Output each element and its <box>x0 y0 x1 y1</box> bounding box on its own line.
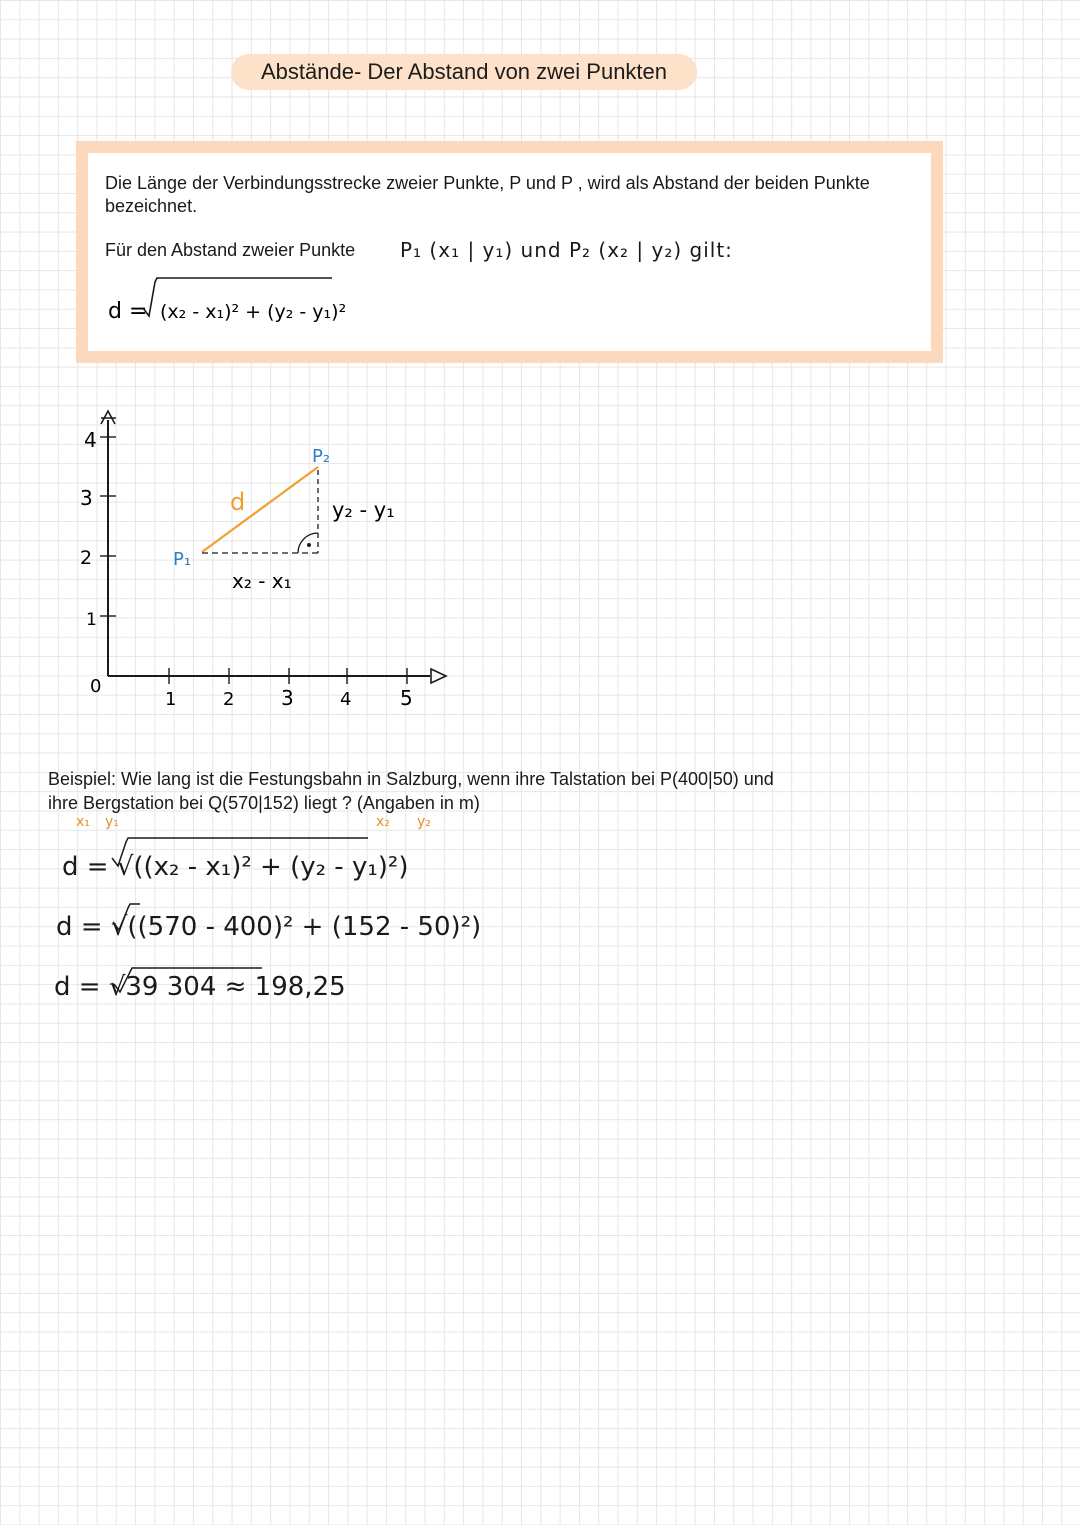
y-tick-label: 1 <box>86 610 97 630</box>
p2-label: P₂ <box>312 446 331 467</box>
origin-label: 0 <box>90 676 102 697</box>
formula-d: d = <box>108 299 148 324</box>
example-text: Beispiel: Wie lang ist die Festungsbahn in Salzburg, wenn ihre Talstation bei P(400|50) und ihre Bergstation bei Q(570|152) liegt ? (Angaben in m) <box>48 769 774 813</box>
mark-y1: y₁ <box>105 814 119 830</box>
x-tick-label: 3 <box>281 686 294 710</box>
mark-y2: y₂ <box>417 814 431 830</box>
page-title: Abstände- Der Abstand von zwei Punkten <box>231 54 697 90</box>
distance-triangle <box>173 446 395 593</box>
distance-line <box>202 467 318 552</box>
x-axis-arrow <box>431 669 446 683</box>
p1-label: P₁ <box>173 549 192 570</box>
x-tick-label: 1 <box>165 689 177 710</box>
definition-lead: Für den Abstand zweier Punkte <box>105 240 356 260</box>
d-label: d <box>230 488 246 516</box>
points-handwritten: P₁ (x₁ | y₁) und P₂ (x₂ | y₂) gilt: <box>400 238 733 262</box>
y-tick-label: 3 <box>80 486 93 510</box>
right-angle-dot <box>307 543 311 547</box>
mark-x2: x₂ <box>376 814 390 830</box>
y-tick-label: 2 <box>80 547 93 569</box>
x-tick-label: 5 <box>400 686 413 710</box>
mark-x1: x₁ <box>76 814 90 830</box>
dx-label: x₂ - x₁ <box>232 569 292 593</box>
calc-line-1: d = √((x₂ - x₁)² + (y₂ - y₁)²) <box>62 852 409 882</box>
definition-formula <box>108 278 346 324</box>
calc-line-2: d = √((570 - 400)² + (152 - 50)²) <box>56 912 482 942</box>
formula-radicand: (x₂ - x₁)² + (y₂ - y₁)² <box>160 301 347 323</box>
definition-text: Die Länge der Verbindungsstrecke zweier Punkte, P und P , wird als Abstand der beiden Punkte bezeichnet. <box>105 173 870 216</box>
right-angle-arc <box>298 533 318 553</box>
dy-label: y₂ - y₁ <box>332 498 395 522</box>
coordinate-axes <box>80 411 446 710</box>
x-tick-label: 4 <box>340 689 352 710</box>
y-tick-label: 4 <box>84 428 97 452</box>
x-tick-label: 2 <box>223 689 235 710</box>
calc-line-3: d = √39 304 ≈ 198,25 <box>54 972 346 1002</box>
